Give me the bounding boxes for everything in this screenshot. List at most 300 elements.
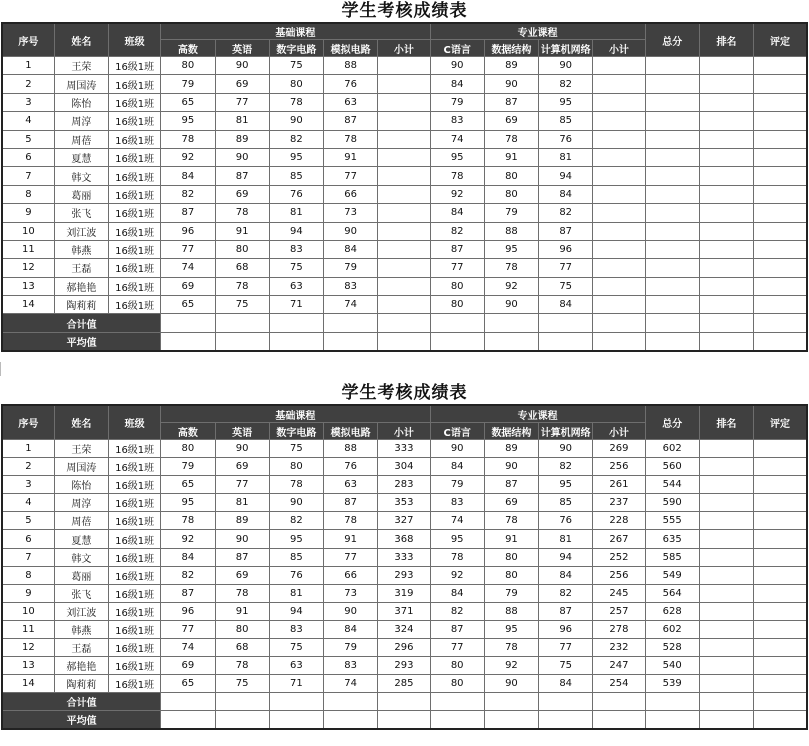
name-cell[interactable]: 韩燕 bbox=[54, 620, 108, 638]
analog-circuit-cell[interactable]: 76 bbox=[324, 75, 378, 93]
cell[interactable] bbox=[539, 314, 593, 333]
c-language-cell[interactable]: 95 bbox=[430, 148, 484, 166]
basic-subtotal-cell[interactable]: 353 bbox=[378, 494, 430, 512]
analog-circuit-cell[interactable]: 87 bbox=[324, 112, 378, 130]
analog-circuit-cell[interactable]: 63 bbox=[324, 93, 378, 111]
analog-circuit-cell[interactable]: 88 bbox=[324, 440, 378, 458]
name-cell[interactable]: 陶莉莉 bbox=[54, 675, 108, 693]
cell[interactable] bbox=[593, 314, 645, 333]
analog-circuit-cell[interactable]: 76 bbox=[324, 458, 378, 476]
class-cell[interactable]: 16级1班 bbox=[109, 584, 161, 602]
major-subtotal-cell[interactable]: 256 bbox=[593, 566, 645, 584]
c-language-cell[interactable]: 95 bbox=[430, 530, 484, 548]
class-cell[interactable]: 16级1班 bbox=[109, 530, 161, 548]
digital-circuit-cell[interactable]: 71 bbox=[269, 296, 323, 314]
math-cell[interactable]: 84 bbox=[161, 167, 215, 185]
network-cell[interactable]: 94 bbox=[539, 548, 593, 566]
basic-subtotal-cell[interactable]: 319 bbox=[378, 584, 430, 602]
basic-subtotal-cell[interactable]: 333 bbox=[378, 548, 430, 566]
major-subtotal-cell[interactable] bbox=[593, 167, 645, 185]
c-language-cell[interactable]: 82 bbox=[430, 222, 484, 240]
class-cell[interactable]: 16级1班 bbox=[109, 494, 161, 512]
rank-cell[interactable] bbox=[699, 657, 753, 675]
rank-cell[interactable] bbox=[699, 512, 753, 530]
network-cell[interactable]: 77 bbox=[539, 259, 593, 277]
rank-cell[interactable] bbox=[699, 222, 753, 240]
name-cell[interactable]: 周蓓 bbox=[54, 130, 108, 148]
math-cell[interactable]: 77 bbox=[161, 240, 215, 258]
analog-circuit-cell[interactable]: 84 bbox=[324, 620, 378, 638]
math-cell[interactable]: 74 bbox=[161, 639, 215, 657]
seq-cell[interactable]: 8 bbox=[2, 566, 54, 584]
name-cell[interactable]: 张飞 bbox=[54, 584, 108, 602]
analog-circuit-cell[interactable]: 91 bbox=[324, 148, 378, 166]
eval-cell[interactable] bbox=[754, 148, 807, 166]
math-cell[interactable]: 79 bbox=[161, 458, 215, 476]
eval-cell[interactable] bbox=[754, 675, 807, 693]
data-structure-cell[interactable]: 90 bbox=[484, 458, 538, 476]
eval-cell[interactable] bbox=[754, 130, 807, 148]
class-cell[interactable]: 16级1班 bbox=[109, 112, 161, 130]
class-cell[interactable]: 16级1班 bbox=[109, 148, 161, 166]
digital-circuit-cell[interactable]: 81 bbox=[269, 204, 323, 222]
total-cell[interactable]: 528 bbox=[645, 639, 699, 657]
english-cell[interactable]: 69 bbox=[215, 75, 269, 93]
network-cell[interactable]: 96 bbox=[539, 240, 593, 258]
eval-cell[interactable] bbox=[754, 259, 807, 277]
major-subtotal-cell[interactable] bbox=[593, 277, 645, 295]
eval-cell[interactable] bbox=[754, 657, 807, 675]
seq-cell[interactable]: 11 bbox=[2, 240, 54, 258]
english-cell[interactable]: 89 bbox=[215, 130, 269, 148]
c-language-cell[interactable]: 77 bbox=[430, 639, 484, 657]
digital-circuit-cell[interactable]: 76 bbox=[269, 185, 323, 203]
english-cell[interactable]: 75 bbox=[215, 675, 269, 693]
cell[interactable] bbox=[324, 693, 378, 711]
math-cell[interactable]: 77 bbox=[161, 620, 215, 638]
basic-subtotal-cell[interactable] bbox=[378, 296, 430, 314]
total-cell[interactable]: 540 bbox=[645, 657, 699, 675]
c-language-cell[interactable]: 83 bbox=[430, 494, 484, 512]
basic-subtotal-cell[interactable]: 293 bbox=[378, 566, 430, 584]
cell[interactable] bbox=[484, 693, 538, 711]
rank-cell[interactable] bbox=[699, 112, 753, 130]
rank-cell[interactable] bbox=[699, 639, 753, 657]
total-cell[interactable]: 564 bbox=[645, 584, 699, 602]
cell[interactable] bbox=[699, 332, 753, 351]
cell[interactable] bbox=[430, 332, 484, 351]
c-language-cell[interactable]: 82 bbox=[430, 602, 484, 620]
analog-circuit-cell[interactable]: 79 bbox=[324, 259, 378, 277]
digital-circuit-cell[interactable]: 90 bbox=[269, 112, 323, 130]
math-cell[interactable]: 87 bbox=[161, 584, 215, 602]
c-language-cell[interactable]: 90 bbox=[430, 57, 484, 75]
network-cell[interactable]: 90 bbox=[539, 57, 593, 75]
english-cell[interactable]: 90 bbox=[215, 148, 269, 166]
seq-cell[interactable]: 7 bbox=[2, 548, 54, 566]
cell[interactable] bbox=[699, 693, 753, 711]
rank-cell[interactable] bbox=[699, 440, 753, 458]
network-cell[interactable]: 81 bbox=[539, 148, 593, 166]
cell[interactable] bbox=[161, 332, 215, 351]
math-cell[interactable]: 69 bbox=[161, 657, 215, 675]
eval-cell[interactable] bbox=[754, 75, 807, 93]
basic-subtotal-cell[interactable] bbox=[378, 93, 430, 111]
english-cell[interactable]: 80 bbox=[215, 620, 269, 638]
total-cell[interactable] bbox=[645, 185, 699, 203]
data-structure-cell[interactable]: 95 bbox=[484, 620, 538, 638]
analog-circuit-cell[interactable]: 84 bbox=[324, 240, 378, 258]
total-cell[interactable] bbox=[645, 167, 699, 185]
rank-cell[interactable] bbox=[699, 530, 753, 548]
analog-circuit-cell[interactable]: 79 bbox=[324, 639, 378, 657]
analog-circuit-cell[interactable]: 77 bbox=[324, 167, 378, 185]
eval-cell[interactable] bbox=[754, 440, 807, 458]
total-cell[interactable] bbox=[645, 93, 699, 111]
data-structure-cell[interactable]: 80 bbox=[484, 566, 538, 584]
class-cell[interactable]: 16级1班 bbox=[109, 204, 161, 222]
c-language-cell[interactable]: 79 bbox=[430, 476, 484, 494]
rank-cell[interactable] bbox=[699, 494, 753, 512]
basic-subtotal-cell[interactable] bbox=[378, 204, 430, 222]
name-cell[interactable]: 周蓓 bbox=[54, 512, 108, 530]
eval-cell[interactable] bbox=[754, 57, 807, 75]
name-cell[interactable]: 韩燕 bbox=[54, 240, 108, 258]
major-subtotal-cell[interactable]: 261 bbox=[593, 476, 645, 494]
class-cell[interactable]: 16级1班 bbox=[109, 240, 161, 258]
total-cell[interactable] bbox=[645, 240, 699, 258]
seq-cell[interactable]: 2 bbox=[2, 458, 54, 476]
major-subtotal-cell[interactable] bbox=[593, 112, 645, 130]
seq-cell[interactable]: 9 bbox=[2, 584, 54, 602]
network-cell[interactable]: 90 bbox=[539, 440, 593, 458]
math-cell[interactable]: 95 bbox=[161, 494, 215, 512]
major-subtotal-cell[interactable] bbox=[593, 296, 645, 314]
network-cell[interactable]: 84 bbox=[539, 185, 593, 203]
basic-subtotal-cell[interactable] bbox=[378, 75, 430, 93]
total-cell[interactable] bbox=[645, 75, 699, 93]
english-cell[interactable]: 77 bbox=[215, 93, 269, 111]
math-cell[interactable]: 65 bbox=[161, 296, 215, 314]
class-cell[interactable]: 16级1班 bbox=[109, 602, 161, 620]
cell[interactable] bbox=[754, 693, 807, 711]
cell[interactable] bbox=[539, 693, 593, 711]
digital-circuit-cell[interactable]: 81 bbox=[269, 584, 323, 602]
cell[interactable] bbox=[539, 332, 593, 351]
cell[interactable] bbox=[645, 693, 699, 711]
eval-cell[interactable] bbox=[754, 167, 807, 185]
major-subtotal-cell[interactable]: 257 bbox=[593, 602, 645, 620]
network-cell[interactable]: 96 bbox=[539, 620, 593, 638]
cell[interactable] bbox=[269, 711, 323, 730]
basic-subtotal-cell[interactable] bbox=[378, 167, 430, 185]
major-subtotal-cell[interactable]: 237 bbox=[593, 494, 645, 512]
data-structure-cell[interactable]: 90 bbox=[484, 675, 538, 693]
name-cell[interactable]: 张飞 bbox=[54, 204, 108, 222]
c-language-cell[interactable]: 80 bbox=[430, 277, 484, 295]
basic-subtotal-cell[interactable] bbox=[378, 240, 430, 258]
seq-cell[interactable]: 9 bbox=[2, 204, 54, 222]
total-cell[interactable] bbox=[645, 112, 699, 130]
english-cell[interactable]: 77 bbox=[215, 476, 269, 494]
class-cell[interactable]: 16级1班 bbox=[109, 566, 161, 584]
cell[interactable] bbox=[269, 314, 323, 333]
rank-cell[interactable] bbox=[699, 584, 753, 602]
basic-subtotal-cell[interactable] bbox=[378, 185, 430, 203]
total-cell[interactable]: 635 bbox=[645, 530, 699, 548]
class-cell[interactable]: 16级1班 bbox=[109, 277, 161, 295]
c-language-cell[interactable]: 92 bbox=[430, 185, 484, 203]
english-cell[interactable]: 81 bbox=[215, 494, 269, 512]
major-subtotal-cell[interactable] bbox=[593, 240, 645, 258]
network-cell[interactable]: 87 bbox=[539, 602, 593, 620]
c-language-cell[interactable]: 80 bbox=[430, 296, 484, 314]
digital-circuit-cell[interactable]: 83 bbox=[269, 240, 323, 258]
c-language-cell[interactable]: 79 bbox=[430, 93, 484, 111]
digital-circuit-cell[interactable]: 95 bbox=[269, 148, 323, 166]
seq-cell[interactable]: 14 bbox=[2, 296, 54, 314]
network-cell[interactable]: 77 bbox=[539, 639, 593, 657]
data-structure-cell[interactable]: 87 bbox=[484, 476, 538, 494]
major-subtotal-cell[interactable] bbox=[593, 57, 645, 75]
math-cell[interactable]: 96 bbox=[161, 602, 215, 620]
data-structure-cell[interactable]: 87 bbox=[484, 93, 538, 111]
eval-cell[interactable] bbox=[754, 530, 807, 548]
name-cell[interactable]: 周国涛 bbox=[54, 458, 108, 476]
cell[interactable] bbox=[754, 314, 807, 333]
network-cell[interactable]: 87 bbox=[539, 222, 593, 240]
cell[interactable] bbox=[699, 314, 753, 333]
analog-circuit-cell[interactable]: 77 bbox=[324, 548, 378, 566]
rank-cell[interactable] bbox=[699, 57, 753, 75]
class-cell[interactable]: 16级1班 bbox=[109, 657, 161, 675]
name-cell[interactable]: 夏慧 bbox=[54, 148, 108, 166]
rank-cell[interactable] bbox=[699, 675, 753, 693]
data-structure-cell[interactable]: 95 bbox=[484, 240, 538, 258]
seq-cell[interactable]: 2 bbox=[2, 75, 54, 93]
english-cell[interactable]: 87 bbox=[215, 548, 269, 566]
cell[interactable] bbox=[754, 332, 807, 351]
class-cell[interactable]: 16级1班 bbox=[109, 458, 161, 476]
network-cell[interactable]: 82 bbox=[539, 584, 593, 602]
cell[interactable] bbox=[430, 693, 484, 711]
basic-subtotal-cell[interactable]: 293 bbox=[378, 657, 430, 675]
digital-circuit-cell[interactable]: 78 bbox=[269, 93, 323, 111]
class-cell[interactable]: 16级1班 bbox=[109, 167, 161, 185]
math-cell[interactable]: 65 bbox=[161, 93, 215, 111]
c-language-cell[interactable]: 92 bbox=[430, 566, 484, 584]
digital-circuit-cell[interactable]: 85 bbox=[269, 167, 323, 185]
cell[interactable] bbox=[754, 711, 807, 730]
name-cell[interactable]: 刘江波 bbox=[54, 222, 108, 240]
cell[interactable] bbox=[161, 693, 215, 711]
digital-circuit-cell[interactable]: 83 bbox=[269, 620, 323, 638]
data-structure-cell[interactable]: 78 bbox=[484, 639, 538, 657]
rank-cell[interactable] bbox=[699, 259, 753, 277]
cell[interactable] bbox=[593, 693, 645, 711]
analog-circuit-cell[interactable]: 73 bbox=[324, 584, 378, 602]
major-subtotal-cell[interactable]: 267 bbox=[593, 530, 645, 548]
rank-cell[interactable] bbox=[699, 602, 753, 620]
major-subtotal-cell[interactable]: 256 bbox=[593, 458, 645, 476]
seq-cell[interactable]: 1 bbox=[2, 440, 54, 458]
total-cell[interactable]: 544 bbox=[645, 476, 699, 494]
cell[interactable] bbox=[215, 314, 269, 333]
math-cell[interactable]: 80 bbox=[161, 440, 215, 458]
cell[interactable] bbox=[430, 314, 484, 333]
basic-subtotal-cell[interactable] bbox=[378, 259, 430, 277]
seq-cell[interactable]: 5 bbox=[2, 130, 54, 148]
math-cell[interactable]: 82 bbox=[161, 566, 215, 584]
data-structure-cell[interactable]: 79 bbox=[484, 584, 538, 602]
class-cell[interactable]: 16级1班 bbox=[109, 296, 161, 314]
basic-subtotal-cell[interactable] bbox=[378, 130, 430, 148]
total-cell[interactable] bbox=[645, 277, 699, 295]
name-cell[interactable]: 周淳 bbox=[54, 494, 108, 512]
english-cell[interactable]: 78 bbox=[215, 277, 269, 295]
c-language-cell[interactable]: 74 bbox=[430, 512, 484, 530]
name-cell[interactable]: 陈怡 bbox=[54, 93, 108, 111]
seq-cell[interactable]: 5 bbox=[2, 512, 54, 530]
class-cell[interactable]: 16级1班 bbox=[109, 57, 161, 75]
class-cell[interactable]: 16级1班 bbox=[109, 93, 161, 111]
total-cell[interactable]: 628 bbox=[645, 602, 699, 620]
cell[interactable] bbox=[161, 314, 215, 333]
major-subtotal-cell[interactable]: 269 bbox=[593, 440, 645, 458]
data-structure-cell[interactable]: 89 bbox=[484, 57, 538, 75]
math-cell[interactable]: 78 bbox=[161, 130, 215, 148]
data-structure-cell[interactable]: 79 bbox=[484, 204, 538, 222]
math-cell[interactable]: 78 bbox=[161, 512, 215, 530]
english-cell[interactable]: 80 bbox=[215, 240, 269, 258]
seq-cell[interactable]: 3 bbox=[2, 93, 54, 111]
network-cell[interactable]: 76 bbox=[539, 512, 593, 530]
major-subtotal-cell[interactable] bbox=[593, 185, 645, 203]
english-cell[interactable]: 90 bbox=[215, 440, 269, 458]
digital-circuit-cell[interactable]: 75 bbox=[269, 639, 323, 657]
network-cell[interactable]: 94 bbox=[539, 167, 593, 185]
seq-cell[interactable]: 8 bbox=[2, 185, 54, 203]
rank-cell[interactable] bbox=[699, 620, 753, 638]
math-cell[interactable]: 84 bbox=[161, 548, 215, 566]
basic-subtotal-cell[interactable]: 285 bbox=[378, 675, 430, 693]
total-cell[interactable]: 590 bbox=[645, 494, 699, 512]
total-cell[interactable]: 555 bbox=[645, 512, 699, 530]
english-cell[interactable]: 89 bbox=[215, 512, 269, 530]
network-cell[interactable]: 84 bbox=[539, 566, 593, 584]
english-cell[interactable]: 91 bbox=[215, 222, 269, 240]
data-structure-cell[interactable]: 88 bbox=[484, 222, 538, 240]
digital-circuit-cell[interactable]: 94 bbox=[269, 222, 323, 240]
cell[interactable] bbox=[269, 693, 323, 711]
eval-cell[interactable] bbox=[754, 566, 807, 584]
english-cell[interactable]: 90 bbox=[215, 57, 269, 75]
math-cell[interactable]: 80 bbox=[161, 57, 215, 75]
name-cell[interactable]: 韩文 bbox=[54, 548, 108, 566]
name-cell[interactable]: 郝艳艳 bbox=[54, 277, 108, 295]
math-cell[interactable]: 65 bbox=[161, 675, 215, 693]
cell[interactable] bbox=[161, 711, 215, 730]
english-cell[interactable]: 81 bbox=[215, 112, 269, 130]
cell[interactable] bbox=[378, 711, 430, 730]
rank-cell[interactable] bbox=[699, 130, 753, 148]
major-subtotal-cell[interactable]: 247 bbox=[593, 657, 645, 675]
cell[interactable] bbox=[484, 711, 538, 730]
data-structure-cell[interactable]: 80 bbox=[484, 548, 538, 566]
rank-cell[interactable] bbox=[699, 240, 753, 258]
seq-cell[interactable]: 13 bbox=[2, 657, 54, 675]
math-cell[interactable]: 96 bbox=[161, 222, 215, 240]
c-language-cell[interactable]: 84 bbox=[430, 584, 484, 602]
rank-cell[interactable] bbox=[699, 167, 753, 185]
total-cell[interactable]: 549 bbox=[645, 566, 699, 584]
basic-subtotal-cell[interactable] bbox=[378, 277, 430, 295]
seq-cell[interactable]: 13 bbox=[2, 277, 54, 295]
seq-cell[interactable]: 14 bbox=[2, 675, 54, 693]
major-subtotal-cell[interactable]: 278 bbox=[593, 620, 645, 638]
cell[interactable] bbox=[215, 332, 269, 351]
class-cell[interactable]: 16级1班 bbox=[109, 476, 161, 494]
basic-subtotal-cell[interactable]: 368 bbox=[378, 530, 430, 548]
english-cell[interactable]: 78 bbox=[215, 584, 269, 602]
eval-cell[interactable] bbox=[754, 584, 807, 602]
total-cell[interactable] bbox=[645, 148, 699, 166]
analog-circuit-cell[interactable]: 74 bbox=[324, 675, 378, 693]
c-language-cell[interactable]: 78 bbox=[430, 548, 484, 566]
cell[interactable] bbox=[324, 332, 378, 351]
major-subtotal-cell[interactable] bbox=[593, 130, 645, 148]
analog-circuit-cell[interactable]: 66 bbox=[324, 185, 378, 203]
class-cell[interactable]: 16级1班 bbox=[109, 548, 161, 566]
total-cell[interactable]: 560 bbox=[645, 458, 699, 476]
data-structure-cell[interactable]: 91 bbox=[484, 530, 538, 548]
network-cell[interactable]: 84 bbox=[539, 296, 593, 314]
eval-cell[interactable] bbox=[754, 204, 807, 222]
english-cell[interactable]: 68 bbox=[215, 639, 269, 657]
network-cell[interactable]: 75 bbox=[539, 277, 593, 295]
rank-cell[interactable] bbox=[699, 204, 753, 222]
cell[interactable] bbox=[699, 711, 753, 730]
english-cell[interactable]: 78 bbox=[215, 204, 269, 222]
class-cell[interactable]: 16级1班 bbox=[109, 675, 161, 693]
cell[interactable] bbox=[378, 693, 430, 711]
basic-subtotal-cell[interactable] bbox=[378, 222, 430, 240]
english-cell[interactable]: 91 bbox=[215, 602, 269, 620]
name-cell[interactable]: 夏慧 bbox=[54, 530, 108, 548]
english-cell[interactable]: 78 bbox=[215, 657, 269, 675]
eval-cell[interactable] bbox=[754, 548, 807, 566]
eval-cell[interactable] bbox=[754, 93, 807, 111]
network-cell[interactable]: 85 bbox=[539, 494, 593, 512]
data-structure-cell[interactable]: 69 bbox=[484, 112, 538, 130]
eval-cell[interactable] bbox=[754, 458, 807, 476]
seq-cell[interactable]: 12 bbox=[2, 259, 54, 277]
seq-cell[interactable]: 12 bbox=[2, 639, 54, 657]
analog-circuit-cell[interactable]: 63 bbox=[324, 476, 378, 494]
data-structure-cell[interactable]: 78 bbox=[484, 512, 538, 530]
c-language-cell[interactable]: 84 bbox=[430, 204, 484, 222]
total-cell[interactable] bbox=[645, 57, 699, 75]
digital-circuit-cell[interactable]: 95 bbox=[269, 530, 323, 548]
data-structure-cell[interactable]: 80 bbox=[484, 185, 538, 203]
major-subtotal-cell[interactable] bbox=[593, 259, 645, 277]
basic-subtotal-cell[interactable]: 283 bbox=[378, 476, 430, 494]
digital-circuit-cell[interactable]: 80 bbox=[269, 458, 323, 476]
seq-cell[interactable]: 6 bbox=[2, 148, 54, 166]
math-cell[interactable]: 95 bbox=[161, 112, 215, 130]
cell[interactable] bbox=[645, 314, 699, 333]
cell[interactable] bbox=[324, 711, 378, 730]
